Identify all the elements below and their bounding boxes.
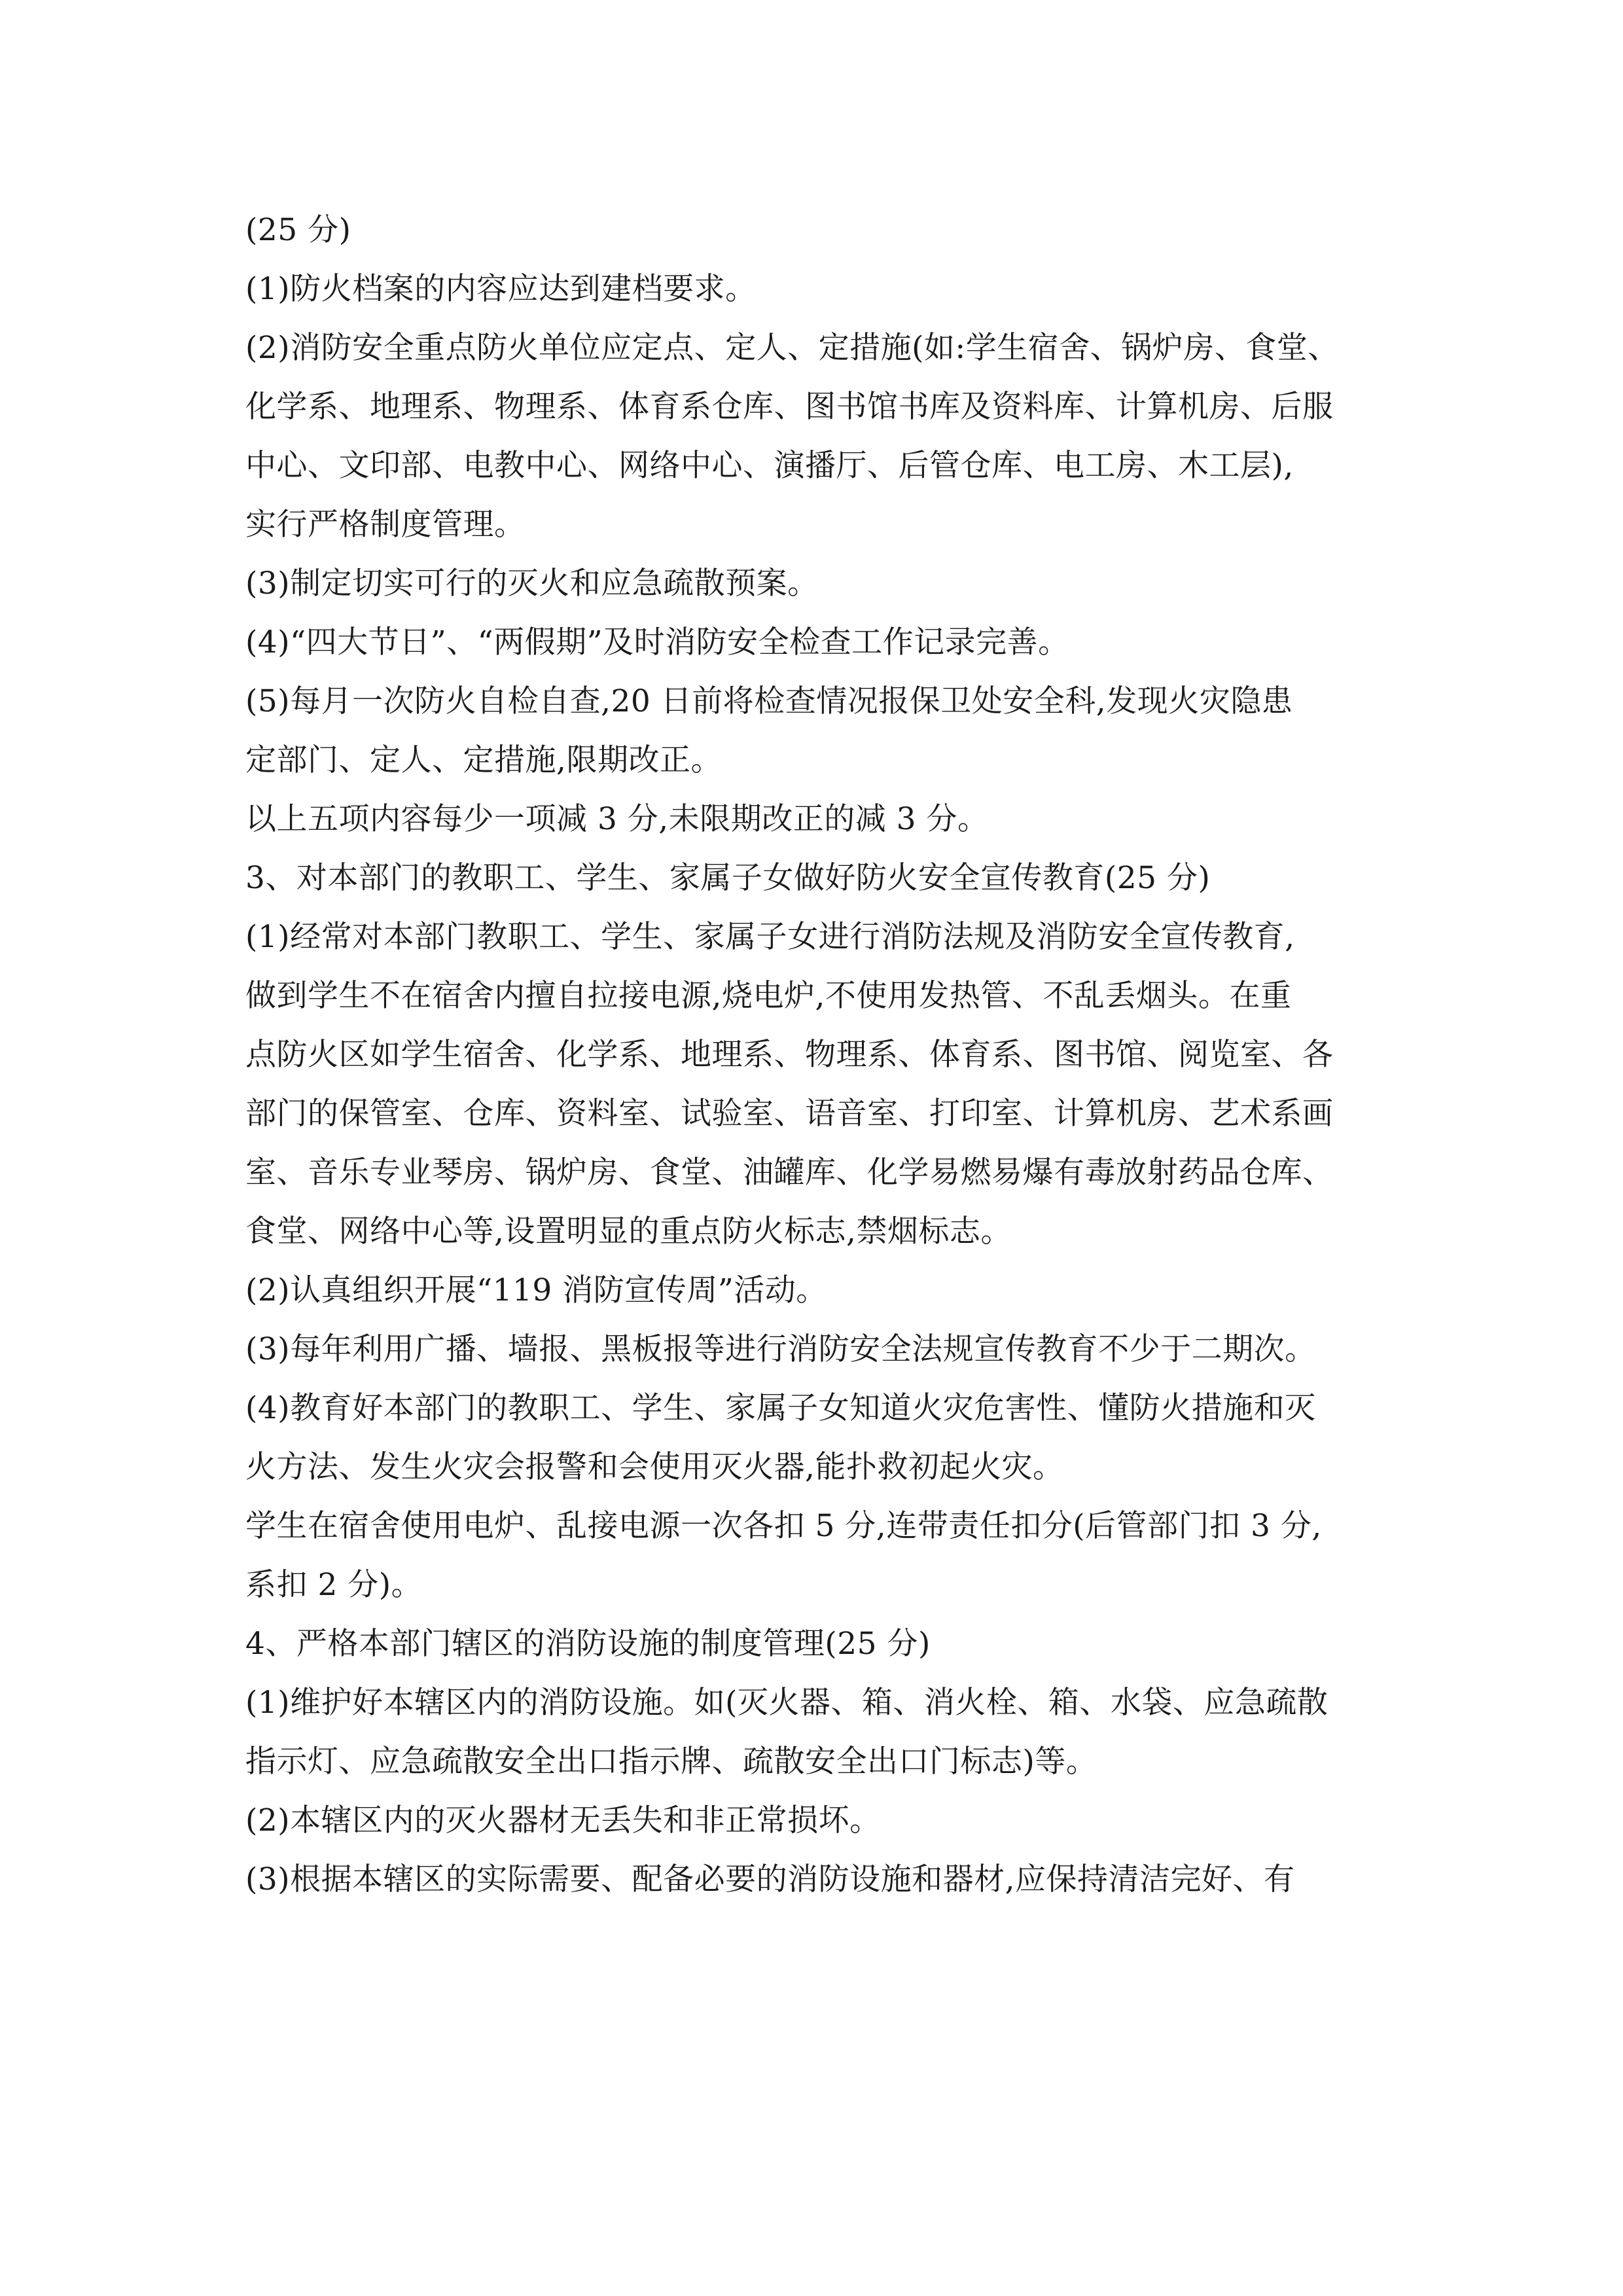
text-line: (2)认真组织开展“119 消防宣传周”活动。 bbox=[245, 1272, 827, 1308]
text-line: 化学系、地理系、物理系、体育系仓库、图书馆书库及资料库、计算机房、后服 bbox=[245, 389, 1334, 425]
text-line: (4)“四大节日”、“两假期”及时消防安全检查工作记录完善。 bbox=[245, 624, 1069, 660]
text-line: 室、音乐专业琴房、锅炉房、食堂、油罐库、化学易燃易爆有毒放射药品仓库、 bbox=[245, 1155, 1334, 1191]
text-line: 中心、文印部、电教中心、网络中心、演播厅、后管仓库、电工房、木工层), bbox=[245, 448, 1294, 484]
text-line: 做到学生不在宿舍内擅自拉接电源,烧电炉,不使用发热管、不乱丢烟头。在重 bbox=[245, 978, 1292, 1014]
text-line: (3)根据本辖区的实际需要、配备必要的消防设施和器材,应保持清洁完好、有 bbox=[245, 1861, 1295, 1897]
text-line: (2)消防安全重点防火单位应定点、定人、定措施(如:学生宿舍、锅炉房、食堂、 bbox=[245, 330, 1339, 366]
document-body bbox=[245, 208, 1397, 1916]
text-line: 定部门、定人、定措施,限期改正。 bbox=[245, 742, 722, 778]
text-line: (25 分) bbox=[245, 212, 351, 248]
text-line: 指示灯、应急疏散安全出口指示牌、疏散安全出口门标志)等。 bbox=[245, 1744, 1097, 1780]
text-line: 火方法、发生火灾会报警和会使用灭火器,能扑救初起火灾。 bbox=[245, 1449, 1064, 1485]
text-line: 点防火区如学生宿舍、化学系、地理系、物理系、体育系、图书馆、阅览室、各 bbox=[245, 1037, 1334, 1073]
text-line: 以上五项内容每少一项减 3 分,未限期改正的减 3 分。 bbox=[245, 801, 989, 837]
text-line: 部门的保管室、仓库、资料室、试验室、语音室、打印室、计算机房、艺术系画 bbox=[245, 1096, 1334, 1132]
text-line: 实行严格制度管理。 bbox=[245, 507, 526, 543]
text-line: (2)本辖区内的灭火器材无丢失和非正常损坏。 bbox=[245, 1803, 881, 1839]
text-line: (5)每月一次防火自检自查,20 日前将检查情况报保卫处安全科,发现火灾隐患 bbox=[245, 683, 1293, 719]
section-heading: 3、对本部门的教职工、学生、家属子女做好防火安全宣传教育(25 分) bbox=[245, 860, 1211, 896]
text-line: (1)经常对本部门教职工、学生、家属子女进行消防法规及消防安全宣传教育, bbox=[245, 919, 1295, 955]
text-line: (4)教育好本部门的教职工、学生、家属子女知道火灾危害性、懂防火措施和灭 bbox=[245, 1390, 1316, 1426]
text-line: (1)维护好本辖区内的消防设施。如(灭火器、箱、消火栓、箱、水袋、应急疏散 bbox=[245, 1685, 1329, 1721]
text-line: 系扣 2 分)。 bbox=[245, 1567, 423, 1603]
text-line: 食堂、网络中心等,设置明显的重点防火标志,禁烟标志。 bbox=[245, 1213, 1012, 1249]
text-line: (1)防火档案的内容应达到建档要求。 bbox=[245, 271, 757, 307]
text-line: 学生在宿舍使用电炉、乱接电源一次各扣 5 分,连带责任扣分(后管部门扣 3 分, bbox=[245, 1508, 1322, 1544]
text-line: (3)每年利用广播、墙报、黑板报等进行消防安全法规宣传教育不少于二期次。 bbox=[245, 1331, 1316, 1367]
text-line: (3)制定切实可行的灭火和应急疏散预案。 bbox=[245, 565, 819, 601]
section-heading: 4、严格本部门辖区的消防设施的制度管理(25 分) bbox=[245, 1626, 931, 1662]
